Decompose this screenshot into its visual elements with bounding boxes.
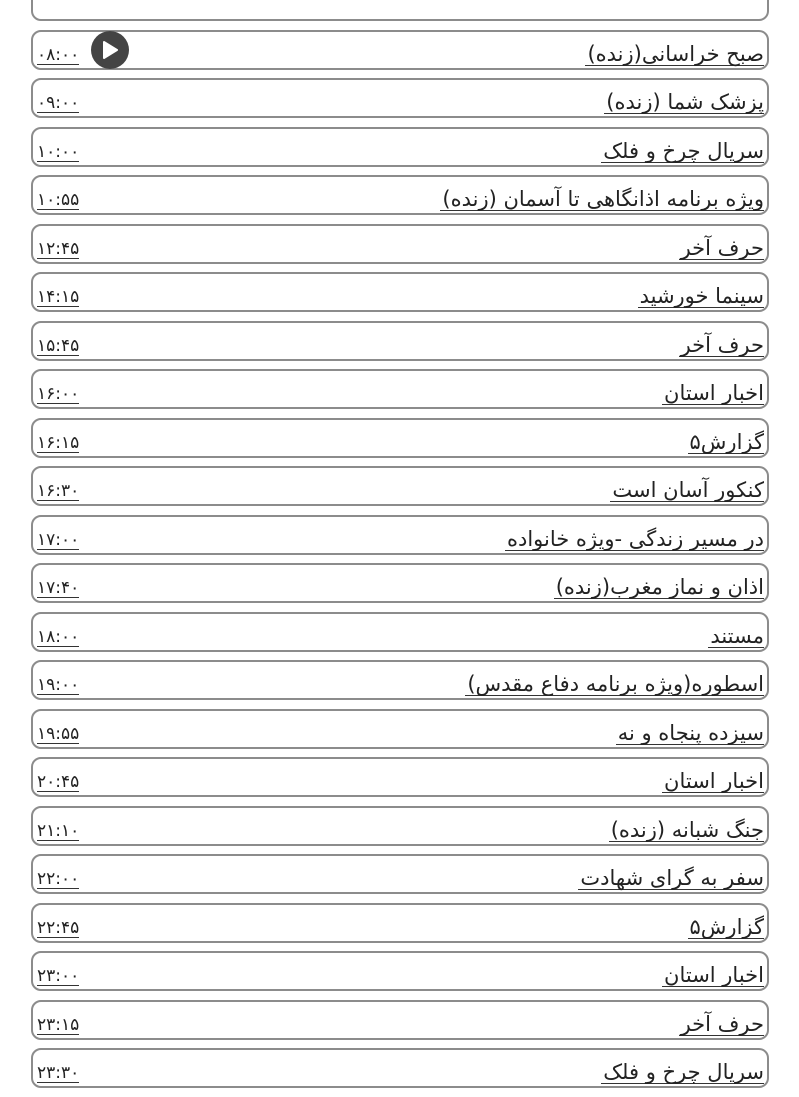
program-title: صبح خراسانی(زنده) — [587, 41, 764, 66]
program-title: حرف آخر — [680, 235, 764, 260]
play-button[interactable] — [91, 31, 129, 69]
schedule-item[interactable] — [31, 903, 769, 943]
program-title: در مسیر زندگی -ویژه خانواده — [506, 526, 764, 551]
program-title: جنگ شبانه (زنده) — [610, 817, 764, 842]
schedule-item[interactable] — [31, 78, 769, 118]
schedule-item[interactable] — [31, 563, 769, 603]
program-time: ۱۶:۳۰ — [37, 481, 80, 501]
program-time: ۱۹:۵۵ — [37, 723, 80, 744]
schedule-item[interactable] — [31, 660, 769, 700]
schedule-item[interactable] — [31, 709, 769, 749]
program-time: ۲۱:۱۰ — [37, 820, 80, 841]
program-time: ۱۶:۱۵ — [37, 432, 80, 453]
schedule-item[interactable] — [31, 951, 769, 991]
program-title: سریال چرخ و فلک — [603, 1060, 764, 1084]
program-time: ۲۰:۴۵ — [37, 772, 80, 792]
schedule-item[interactable] — [31, 466, 769, 506]
program-title: اذان و نماز مغرب(زنده) — [555, 575, 764, 599]
program-title: اخبار استان — [664, 963, 764, 987]
program-title: اخبار استان — [664, 769, 764, 793]
program-title: سیزده پنجاه و نه — [617, 720, 764, 745]
schedule-item[interactable] — [31, 321, 769, 361]
program-time: ۱۰:۵۵ — [37, 190, 80, 210]
program-time: ۱۸:۰۰ — [37, 626, 80, 647]
program-title: اسطوره(ویژه برنامه دفاع مقدس) — [467, 672, 764, 696]
program-title: ویژه برنامه اذانگاهی تا آسمان (زنده) — [442, 187, 764, 211]
program-title: گزارش۵ — [689, 429, 764, 454]
schedule-item[interactable] — [31, 757, 769, 797]
schedule-item[interactable] — [31, 806, 769, 846]
schedule-item[interactable] — [31, 127, 769, 167]
program-title: کنکور آسان است — [612, 478, 764, 502]
program-time: ۱۲:۴۵ — [37, 238, 80, 259]
program-title: سریال چرخ و فلک — [603, 138, 764, 163]
schedule-item[interactable] — [31, 418, 769, 458]
schedule-item[interactable] — [31, 1048, 769, 1088]
program-time: ۱۵:۴۵ — [37, 335, 80, 356]
schedule-item[interactable] — [31, 0, 769, 21]
program-title: گزارش۵ — [689, 914, 764, 939]
program-time: ۲۳:۱۵ — [37, 1014, 80, 1035]
schedule-item[interactable] — [31, 515, 769, 555]
program-time: ۱۹:۰۰ — [37, 675, 80, 695]
program-time: ۲۲:۴۵ — [37, 917, 80, 938]
schedule-item[interactable] — [31, 175, 769, 215]
program-title: اخبار استان — [664, 381, 764, 405]
schedule-item[interactable] — [31, 854, 769, 894]
program-title: سفر به گرای شهادت — [580, 866, 764, 890]
program-time: ۱۷:۴۰ — [37, 578, 80, 598]
schedule-item[interactable] — [31, 612, 769, 652]
program-time: ۱۴:۱۵ — [37, 287, 80, 307]
program-time: ۱۷:۰۰ — [37, 529, 80, 550]
program-title: پزشک شما (زنده) — [606, 90, 764, 114]
program-title: سینما خورشید — [639, 284, 764, 308]
play-icon — [102, 41, 118, 59]
program-time: ۲۲:۰۰ — [37, 869, 80, 889]
program-title: مستند — [710, 623, 764, 648]
schedule-item[interactable] — [31, 30, 769, 70]
program-time: ۰۸:۰۰ — [37, 44, 80, 65]
program-time: ۰۹:۰۰ — [37, 93, 80, 113]
program-time: ۲۳:۰۰ — [37, 966, 80, 986]
schedule-item[interactable] — [31, 1000, 769, 1040]
schedule-item[interactable] — [31, 272, 769, 312]
program-time: ۱۶:۰۰ — [37, 384, 80, 404]
schedule-item[interactable] — [31, 224, 769, 264]
program-title: حرف آخر — [680, 332, 764, 357]
program-time: ۲۳:۳۰ — [37, 1063, 80, 1083]
program-time: ۱۰:۰۰ — [37, 141, 80, 162]
program-title: حرف آخر — [680, 1011, 764, 1036]
schedule-item[interactable] — [31, 369, 769, 409]
